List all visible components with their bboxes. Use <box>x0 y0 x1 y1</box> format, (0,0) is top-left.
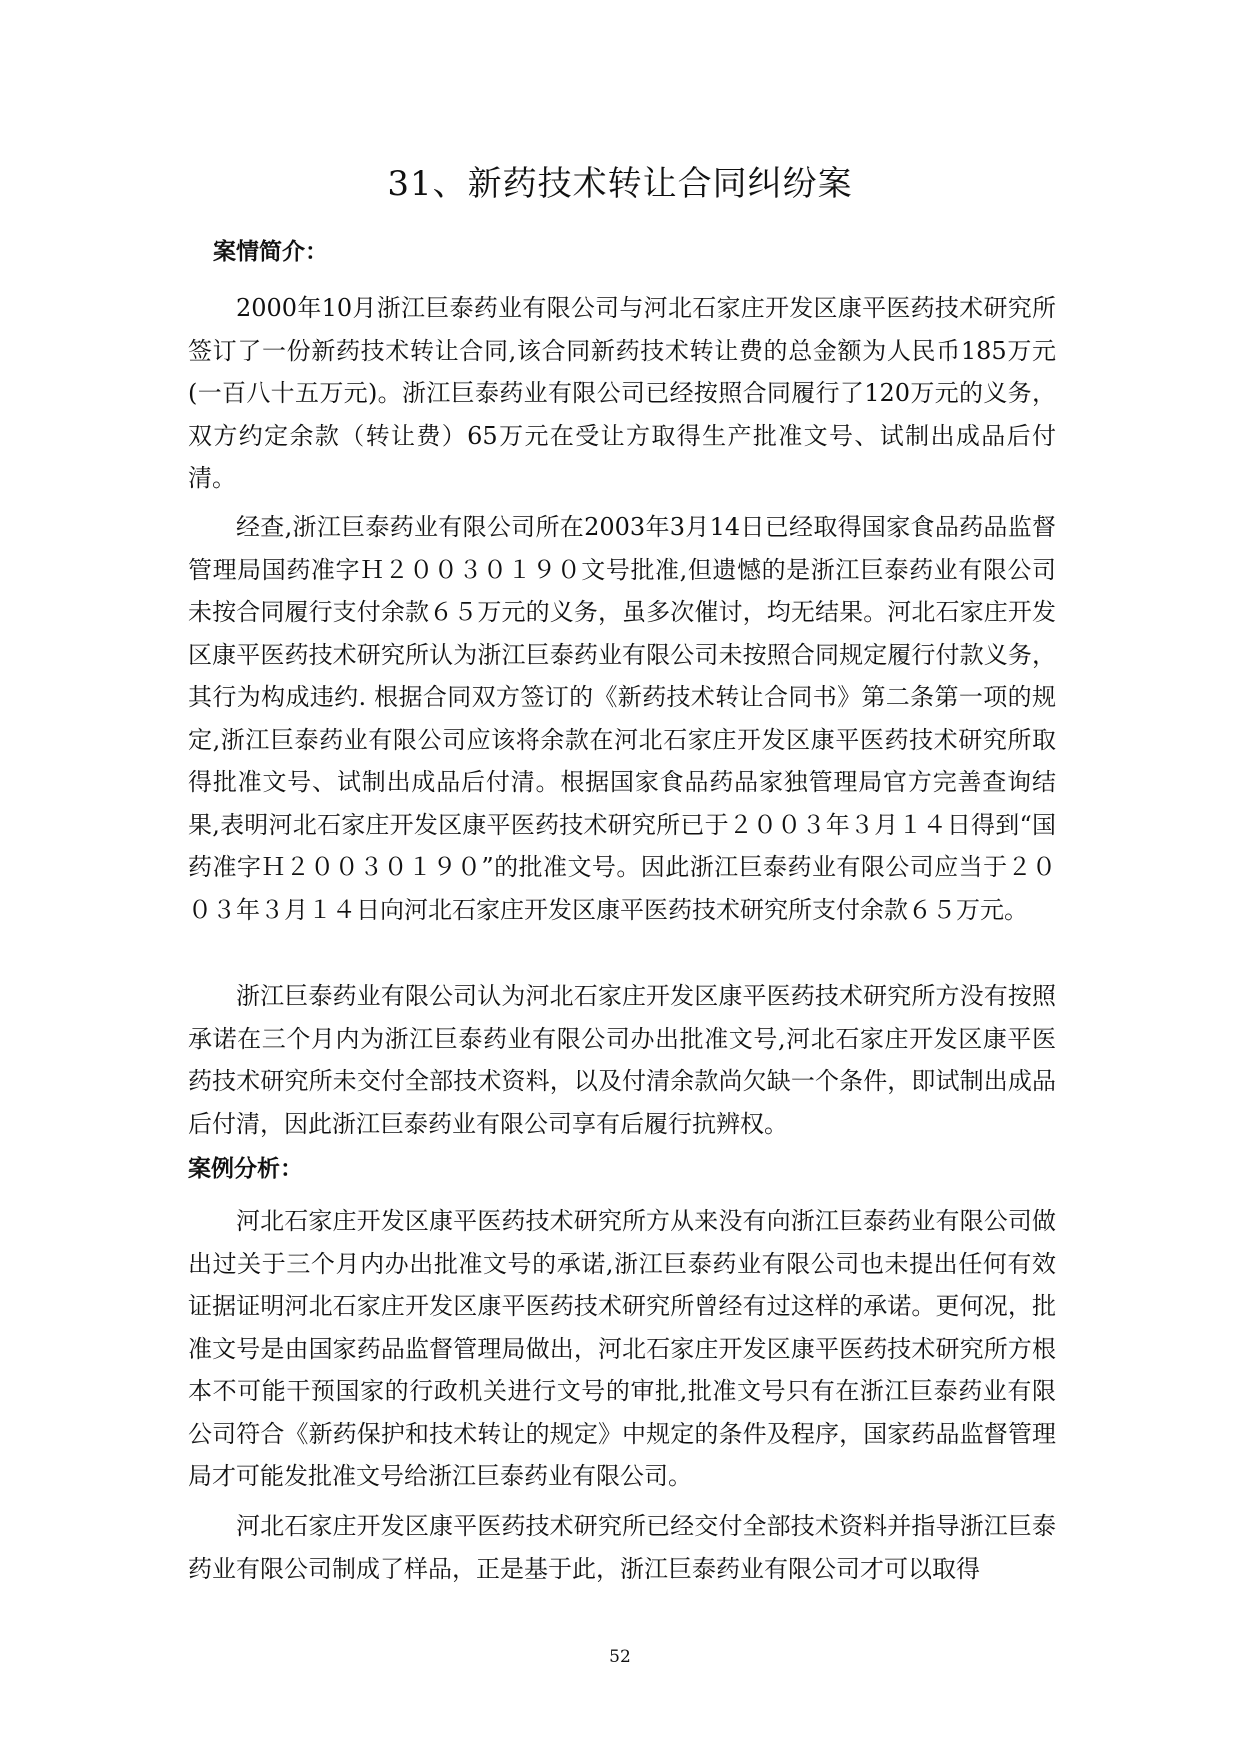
section-heading-case-summary: 案情简介： <box>213 239 328 265</box>
paragraph: 2000年10月浙江巨泰药业有限公司与河北石家庄开发区康平医药技术研究所签订了一份新药技术转让合同,该合同新药技术转让费的总金额为人民币185万元(一百八十五万元)。浙江巨泰药业有限公司已经按照合同履行了120万元的义务，双方约定余款（转让费）65万元在受让方取得生产批准文号、试制出成品后付清。 <box>188 294 1056 492</box>
paragraph: 浙江巨泰药业有限公司认为河北石家庄开发区康平医药技术研究所方没有按照承诺在三个月内为浙江巨泰药业有限公司办出批准文号,河北石家庄开发区康平医药技术研究所未交付全部技术资料，以及付清余款尚欠缺一个条件，即试制出成品后付清，因此浙江巨泰药业有限公司享有后履行抗辨权。 <box>188 982 1056 1138</box>
document-title: 31、新药技术转让合同纠纷案 <box>387 164 853 204</box>
section-heading-case-analysis: 案例分析： <box>188 1156 303 1182</box>
paragraph: 经查,浙江巨泰药业有限公司所在2003年3月14日已经取得国家食品药品监督管理局国药准字Ｈ２００３０１９０文号批准,但遗憾的是浙江巨泰药业有限公司未按合同履行支付余款６５万元的义务，虽多次催讨，均无结果。河北石家庄开发区康平医药技术研究所认为浙江巨泰药业有限公司未按照合同规定履行付款义务，其行为构成违约. 根据合同双方签订的《新药技术转让合同书》第二条第一项的规定,浙江巨泰药业有限公司应该将余款在河北石家庄开发区康平医药技术研究所取得批准文号、试制出成品后付清。根据国家食品药品家独管理局官方完善查询结果,表明河北石家庄开发区康平医药技术研究所已于２００３年３月１４日得到“国药准字Ｈ２００３０１９０”的批准文号。因此浙江巨泰药业有限公司应当于２００３年３月１４日向河北石家庄开发区康平医药技术研究所支付余款６５万元。 <box>188 513 1056 924</box>
paragraph: 河北石家庄开发区康平医药技术研究所方从来没有向浙江巨泰药业有限公司做出过关于三个月内办出批准文号的承诺,浙江巨泰药业有限公司也未提出任何有效证据证明河北石家庄开发区康平医药技术研究所曾经有过这样的承诺。更何况，批准文号是由国家药品监督管理局做出，河北石家庄开发区康平医药技术研究所方根本不可能干预国家的行政机关进行文号的审批,批准文号只有在浙江巨泰药业有限公司符合《新药保护和技术转让的规定》中规定的条件及程序，国家药品监督管理局才可能发批准文号给浙江巨泰药业有限公司。 <box>188 1207 1056 1490</box>
page-number: 52 <box>609 1647 631 1667</box>
paragraph: 河北石家庄开发区康平医药技术研究所已经交付全部技术资料并指导浙江巨泰药业有限公司制成了样品，正是基于此，浙江巨泰药业有限公司才可以取得 <box>188 1512 1056 1583</box>
